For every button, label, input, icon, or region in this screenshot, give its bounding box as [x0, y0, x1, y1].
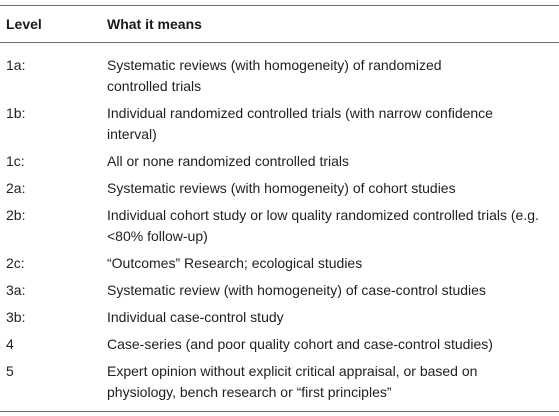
- row-meaning: “Outcomes” Research; ecological studies: [107, 255, 363, 271]
- header-meaning: What it means: [107, 16, 202, 32]
- row-meaning: Systematic review (with homogeneity) of case-control studies: [107, 282, 486, 298]
- row-meaning: All or none randomized controlled trials: [107, 153, 350, 169]
- table-body: [0, 43, 559, 403]
- row-level: 2c:: [6, 255, 25, 271]
- table-row: [0, 301, 559, 328]
- table-bottom-rule: [0, 411, 559, 412]
- row-level: 2b:: [6, 207, 26, 223]
- row-meaning: Systematic reviews (with homogeneity) of cohort studies: [107, 180, 456, 196]
- table-row: [0, 247, 559, 274]
- row-meaning: Individual randomized controlled trials (with narrow confidence interval): [107, 105, 493, 142]
- row-level: 1c:: [6, 153, 25, 169]
- row-level: 3b:: [6, 309, 26, 325]
- row-meaning: Systematic reviews (with homogeneity) of randomized controlled trials: [107, 57, 442, 94]
- table-row: [0, 199, 559, 247]
- table-row: [0, 145, 559, 172]
- table-row: [0, 274, 559, 301]
- table-row: [0, 97, 559, 145]
- row-meaning: Case-series (and poor quality cohort and case-control studies): [107, 336, 493, 352]
- table-header-row: [0, 5, 559, 42]
- table-row: [0, 355, 559, 403]
- row-level: 1b:: [6, 105, 26, 121]
- header-level: Level: [6, 16, 42, 32]
- row-level: 3a:: [6, 282, 26, 298]
- table-row: [0, 328, 559, 355]
- row-level: 1a:: [6, 57, 26, 73]
- row-meaning: Expert opinion without explicit critical appraisal, or based on physiology, bench research or “first principles”: [107, 363, 478, 400]
- row-level: 4: [6, 336, 14, 352]
- row-level: 2a:: [6, 180, 26, 196]
- row-level: 5: [6, 363, 14, 379]
- table-row: [0, 43, 559, 97]
- row-meaning: Individual case-control study: [107, 309, 284, 325]
- table-row: [0, 172, 559, 199]
- row-meaning: Individual cohort study or low quality randomized controlled trials (e.g. <80% follow-up): [107, 207, 539, 244]
